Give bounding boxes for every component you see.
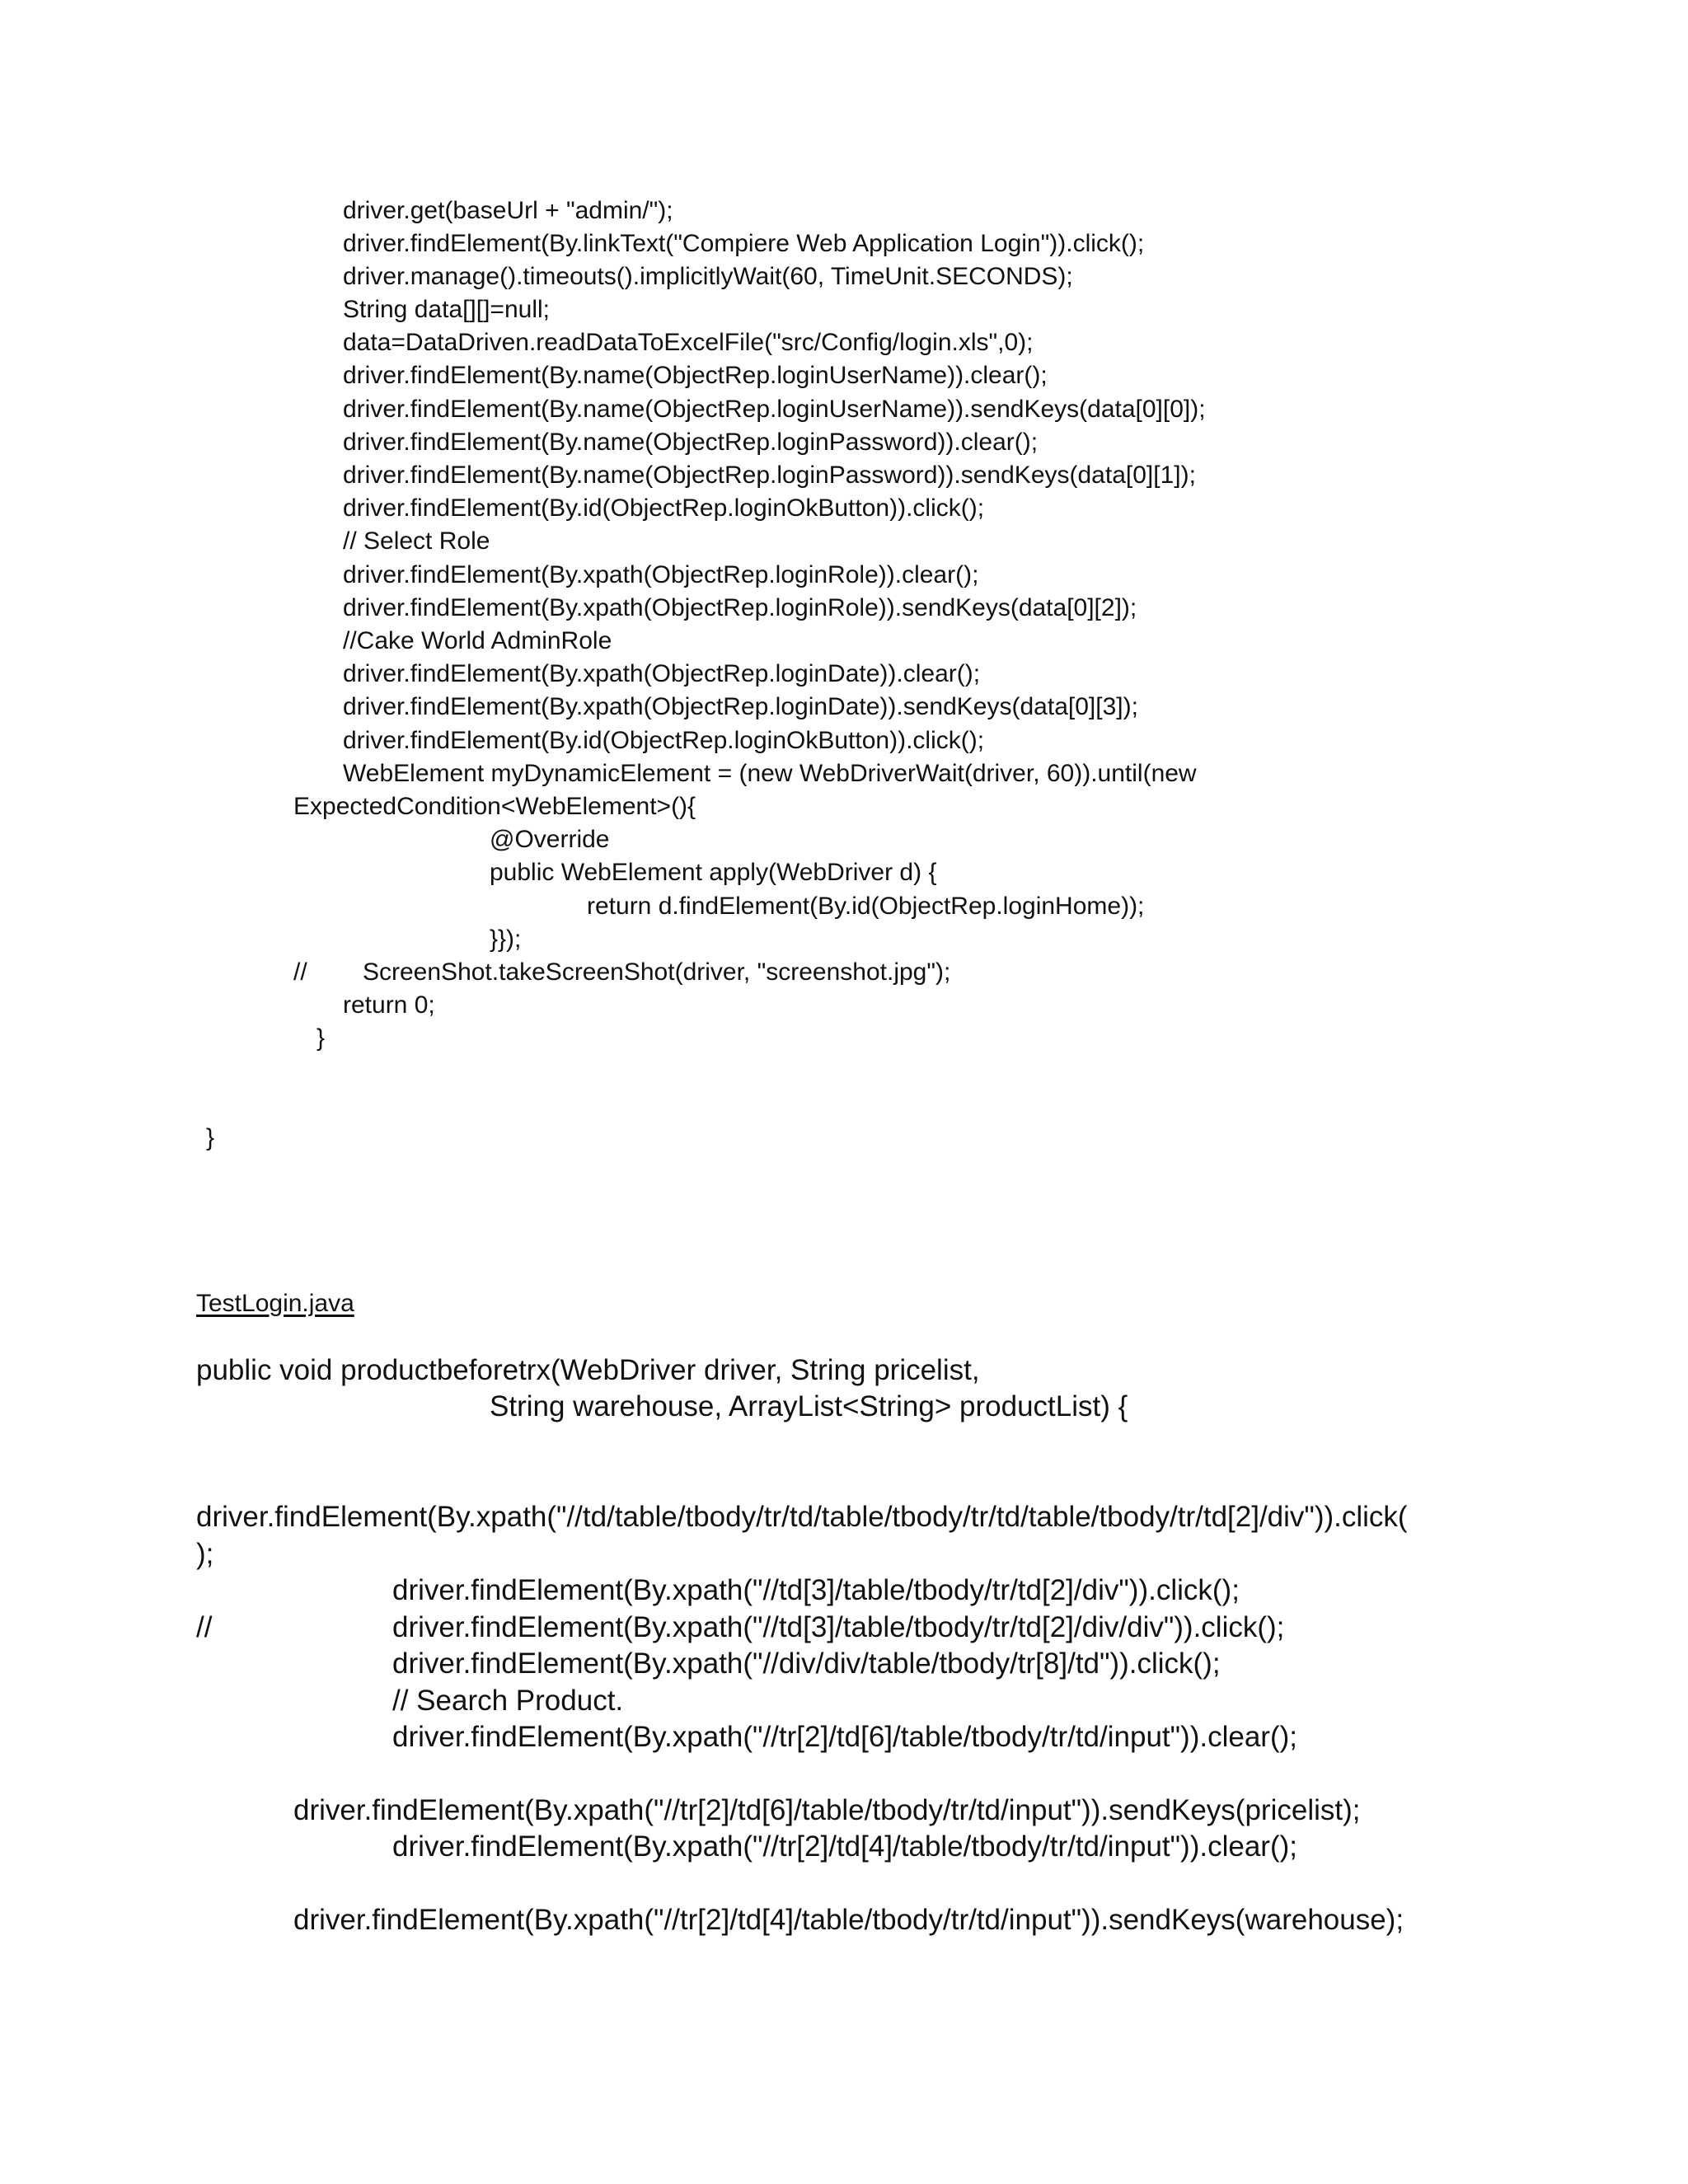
code-brace: } [206,1124,215,1151]
code-brace: } [316,1024,326,1052]
code-line: driver.findElement(By.xpath("//tr[2]/td[6]/table/tbody/tr/td/input")).sendKeys(pricelist); [293,1794,1361,1826]
code-line: WebElement myDynamicElement = (new WebDriverWait(driver, 60)).until(new [343,760,1197,787]
code-comment: // Search Product. [392,1685,624,1717]
code-line: driver.findElement(By.name(ObjectRep.loginUserName)).sendKeys(data[0][0]); [343,396,1206,423]
code-line: driver.findElement(By.xpath(ObjectRep.loginRole)).clear(); [343,561,979,588]
code-line: driver.findElement(By.xpath("//tr[2]/td[4]/table/tbody/tr/td/input")).clear(); [392,1830,1297,1863]
code-line: return d.findElement(By.id(ObjectRep.loginHome)); [587,893,1145,920]
code-line: }}); [490,926,522,953]
code-line: driver.findElement(By.id(ObjectRep.loginOkButton)).click(); [343,727,985,754]
code-line: data=DataDriven.readDataToExcelFile("src/Config/login.xls",0); [343,329,1034,356]
code-line: driver.findElement(By.xpath("//div/div/table/tbody/tr[8]/td")).click(); [392,1647,1221,1680]
code-line: driver.findElement(By.name(ObjectRep.loginPassword)).sendKeys(data[0][1]); [343,462,1196,489]
code-line: return 0; [343,991,435,1019]
code-line: driver.findElement(By.id(ObjectRep.loginOkButton)).click(); [343,494,985,522]
code-line: driver.findElement(By.xpath(ObjectRep.loginRole)).sendKeys(data[0][2]); [343,594,1137,621]
method-signature: public void productbeforetrx(WebDriver driver, String pricelist, [196,1354,980,1386]
code-line: ScreenShot.takeScreenShot(driver, "screenshot.jpg"); [363,958,951,986]
code-line: driver.findElement(By.linkText("Compiere Web Application Login")).click(); [343,230,1145,257]
code-line: driver.findElement(By.xpath("//tr[2]/td[6]/table/tbody/tr/td/input")).clear(); [392,1721,1297,1753]
code-line: driver.findElement(By.xpath("//tr[2]/td[4]/table/tbody/tr/td/input")).sendKeys(warehouse); [293,1904,1404,1936]
code-line: driver.get(baseUrl + "admin/"); [343,197,673,224]
code-comment-marker: // [293,958,307,986]
code-line: driver.manage().timeouts().implicitlyWait(60, TimeUnit.SECONDS); [343,263,1073,290]
code-line: driver.findElement(By.xpath(ObjectRep.loginDate)).sendKeys(data[0][3]); [343,693,1138,720]
code-line: driver.findElement(By.name(ObjectRep.loginPassword)).clear(); [343,429,1039,456]
code-line: driver.findElement(By.xpath("//td[3]/table/tbody/tr/td[2]/div")).click(); [392,1574,1240,1606]
code-line: String data[][]=null; [343,296,550,323]
code-annotation: @Override [490,826,610,853]
code-line: driver.findElement(By.xpath("//td/table/tbody/tr/td/table/tbody/tr/td/table/tbody/tr/td[2]/div")).click( [196,1501,1408,1533]
code-line: driver.findElement(By.xpath(ObjectRep.loginDate)).clear(); [343,660,981,687]
code-line: public WebElement apply(WebDriver d) { [490,859,937,886]
file-name-heading: TestLogin.java [196,1290,354,1317]
code-comment-marker: // [196,1611,213,1643]
code-line: ExpectedCondition<WebElement>(){ [293,793,696,820]
code-comment: // Select Role [343,527,490,555]
method-signature-continuation: String warehouse, ArrayList<String> productList) { [490,1390,1128,1422]
code-line: ); [196,1538,214,1570]
code-line: driver.findElement(By.xpath("//td[3]/table/tbody/tr/td[2]/div/div")).click(); [392,1611,1285,1643]
code-line: driver.findElement(By.name(ObjectRep.loginUserName)).clear(); [343,362,1048,389]
code-comment: //Cake World AdminRole [343,627,612,654]
